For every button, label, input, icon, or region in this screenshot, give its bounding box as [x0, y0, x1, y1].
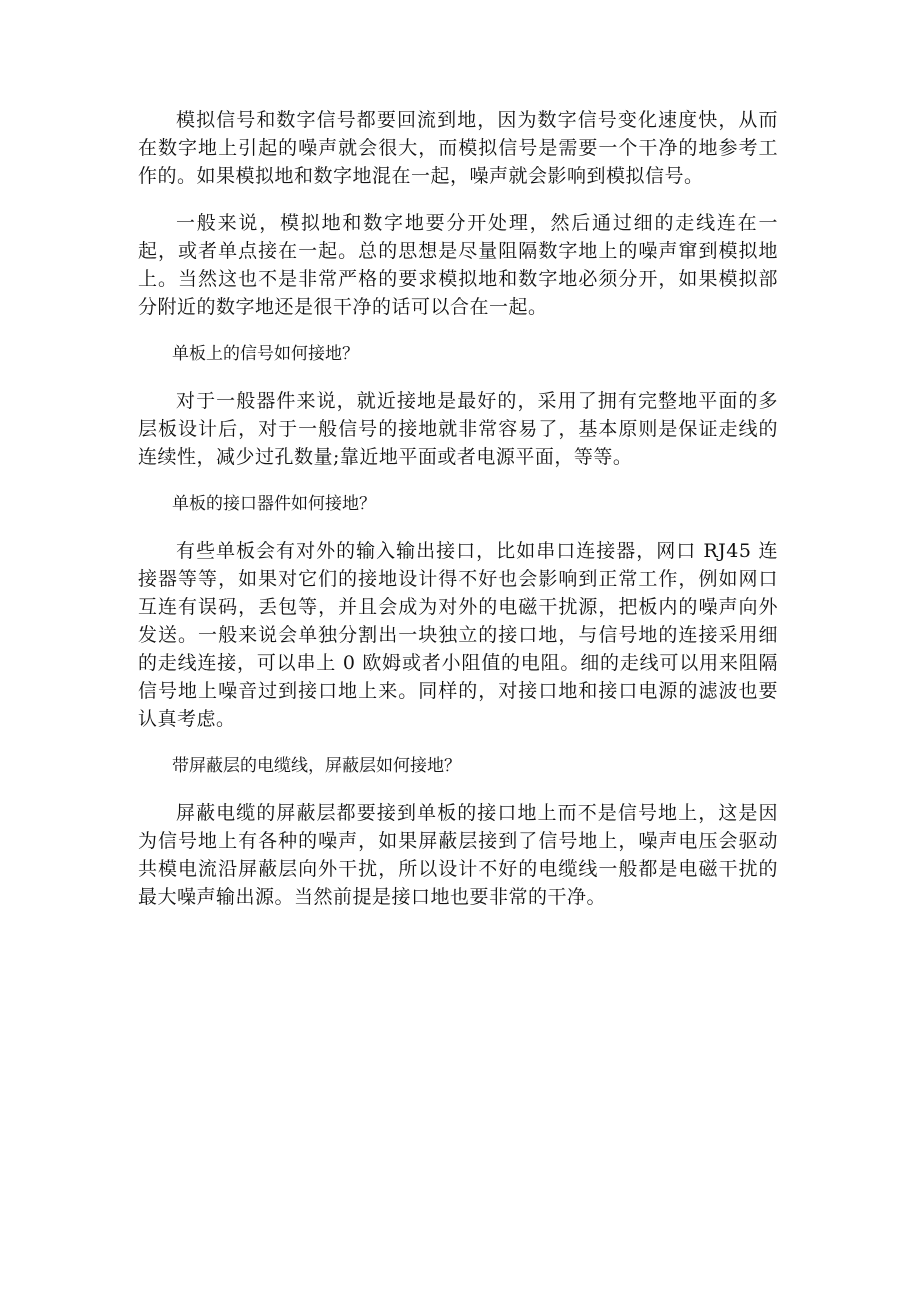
heading-board-signal-grounding: 单板上的信号如何接地？: [172, 344, 359, 364]
paragraph-interface-grounding: 有些单板会有对外的输入输出接口，比如串口连接器，网口 RJ45 连接器等等，如果对它们的接地设计得不好也会影响到正常工作，例如网口互连有误码，丢包等，并且会成为对外的电磁干扰源，把板内的噪声向外发送。一般来说会单独分割出一块独立的接口地，与信号地的连接采用细的走线连接，可以串上 0 欧姆或者小阻值的电阻。细的走线可以用来阻隔信号地上噪音过到接口地上来。同样的，对接口地和接口电源的滤波也要认真考虑。: [138, 540, 778, 730]
heading-shielded-cable-grounding: 带屏蔽层的电缆线，屏蔽层如何接地？: [172, 756, 461, 776]
paragraph-shielded-cable-grounding: 屏蔽电缆的屏蔽层都要接到单板的接口地上而不是信号地上，这是因为信号地上有各种的噪声，如果屏蔽层接到了信号地上，噪声电压会驱动共模电流沿屏蔽层向外干扰，所以设计不好的电缆线一般都是电磁干扰的最大噪声输出源。当然前提是接口地也要非常的干净。: [138, 802, 778, 908]
heading-interface-grounding: 单板的接口器件如何接地？: [172, 494, 376, 514]
document-body: [138, 106, 778, 930]
paragraph-board-signal-grounding: 对于一般器件来说，就近接地是最好的，采用了拥有完整地平面的多层板设计后，对于一般信号的接地就非常容易了，基本原则是保证走线的连续性，减少过孔数量;靠近地平面或者电源平面，等等。: [138, 390, 778, 468]
paragraph-analog-digital-return: 模拟信号和数字信号都要回流到地，因为数字信号变化速度快，从而在数字地上引起的噪声就会很大，而模拟信号是需要一个干净的地参考工作的。如果模拟地和数字地混在一起，噪声就会影响到模拟信号。: [138, 109, 778, 187]
paragraph-separate-grounds: 一般来说，模拟地和数字地要分开处理，然后通过细的走线连在一起，或者单点接在一起。总的思想是尽量阻隔数字地上的噪声窜到模拟地上。当然这也不是非常严格的要求模拟地和数字地必须分开，如果模拟部分附近的数字地还是很干净的话可以合在一起。: [138, 212, 778, 318]
